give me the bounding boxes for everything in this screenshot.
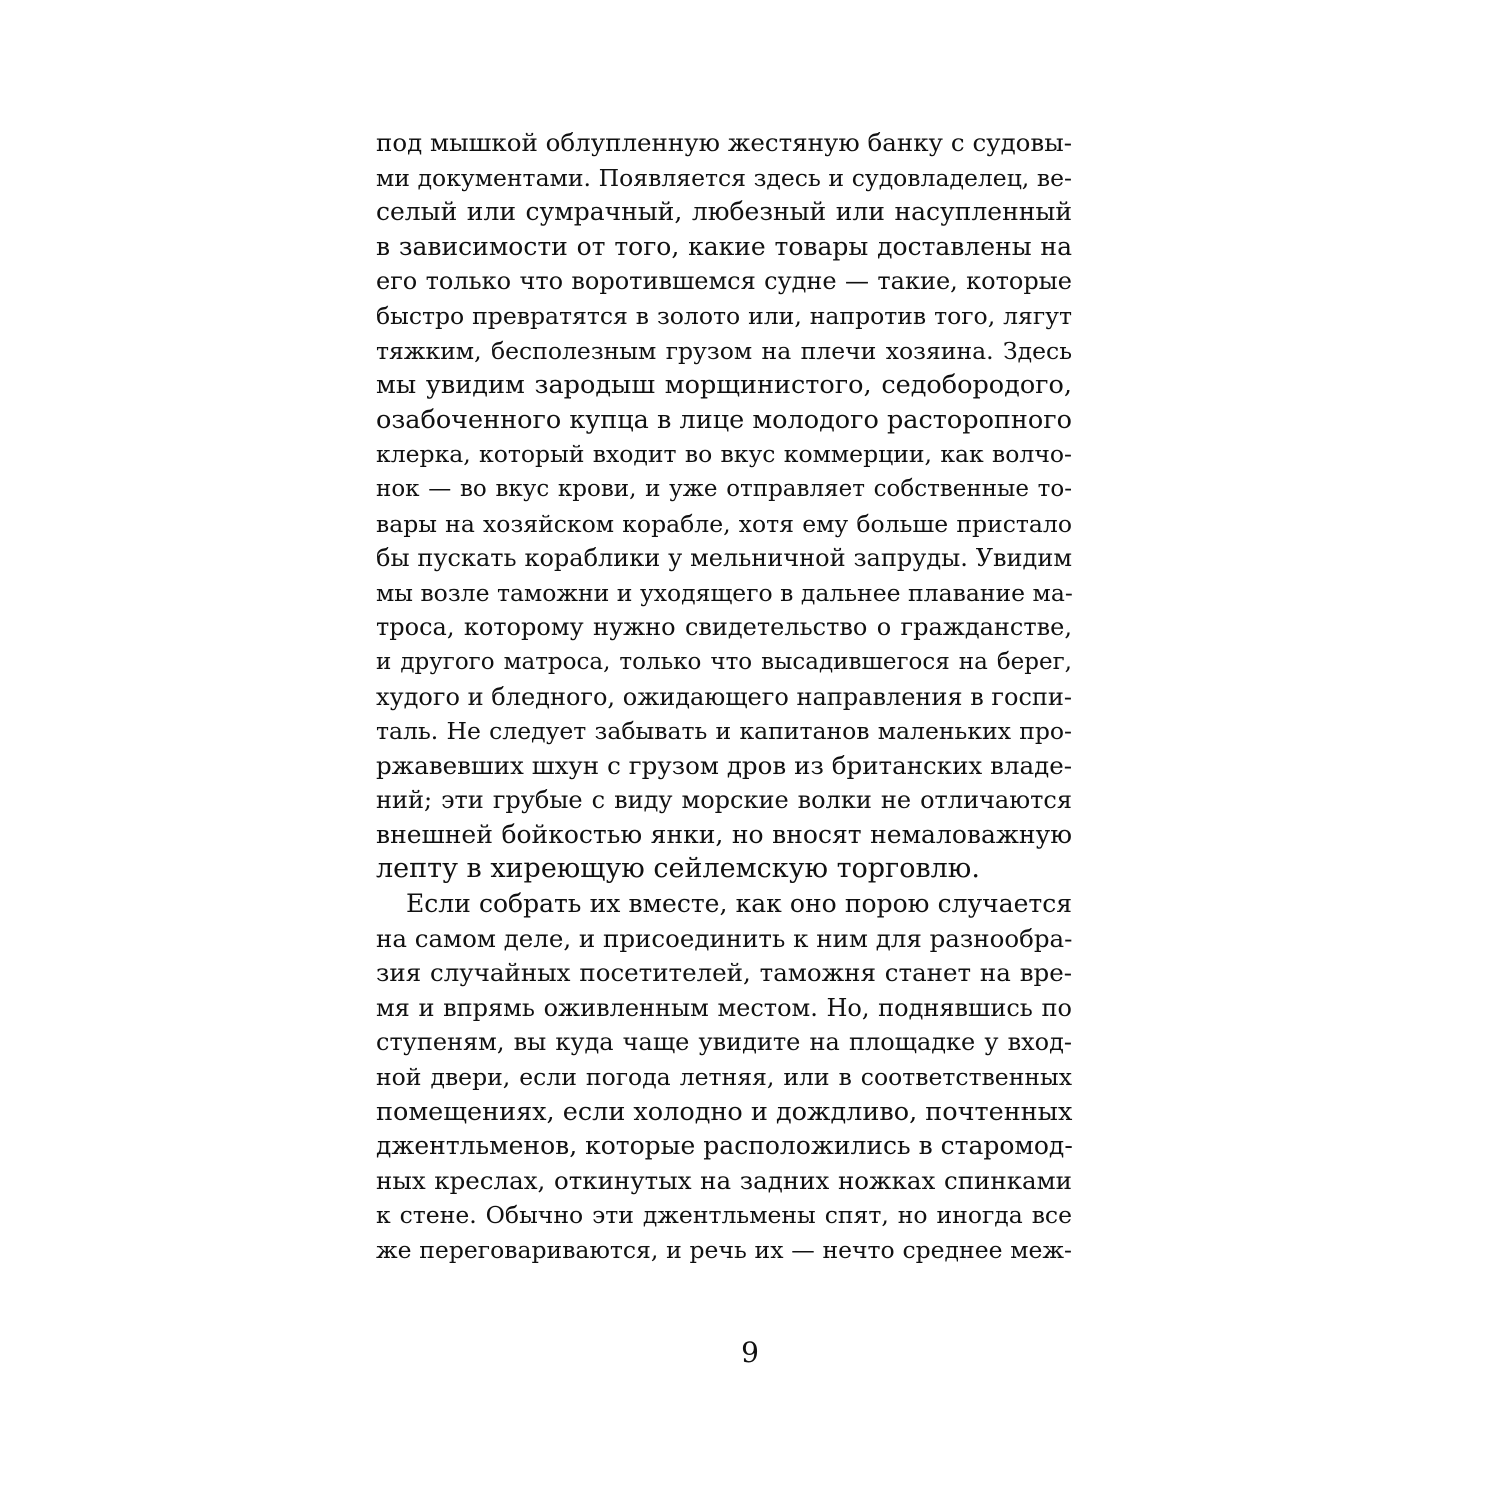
text-line: троса, которому нужно свидетельство о гражданстве,: [376, 613, 1072, 642]
text-line: внешней бойкостью янки, но вносят немаловажную: [376, 819, 1072, 849]
text-line: его только что воротившемся судне — такие, которые: [376, 267, 1072, 296]
text-line: на самом деле, и присоединить к ним для разнообра-: [376, 923, 1073, 953]
text-line: нок — во вкус крови, и уже отправляет собственные то-: [376, 475, 1072, 502]
text-line: ступеням, вы куда чаще увидите на площадке у вход-: [376, 1028, 1072, 1057]
text-line: мы возле таможни и уходящего в дальнее плавание ма-: [376, 578, 1073, 607]
text-line: вары на хозяйском корабле, хотя ему больше пристало: [376, 509, 1072, 538]
text-line: же переговариваются, и речь их — нечто среднее меж-: [376, 1236, 1072, 1264]
text-line: Если собрать их вместе, как оно порою случается: [406, 889, 1072, 919]
text-line: селый или сумрачный, любезный или насупленный: [376, 197, 1072, 227]
text-line: к стене. Обычно эти джентльмены спят, но иногда все: [376, 1201, 1072, 1230]
text-line: зия случайных посетителей, таможня станет на вре-: [376, 958, 1072, 988]
text-line: таль. Не следует забывать и капитанов маленьких про-: [376, 717, 1072, 746]
text-line: в зависимости от того, какие товары доставлены на: [376, 231, 1072, 261]
text-line: ной двери, если погода летняя, или в соответственных: [376, 1063, 1072, 1092]
text-line: озабоченного купца в лице молодого расторопного: [376, 404, 1072, 435]
body-text: [376, 126, 1072, 1268]
text-line: помещениях, если холодно и дождливо, почтенных: [376, 1096, 1073, 1127]
text-line: лепту в хиреющую сейлемскую торговлю.: [376, 853, 980, 885]
text-line: бы пускать кораблики у мельничной запруды. Увидим: [376, 544, 1072, 573]
text-line: клерка, который входит во вкус коммерции, как волчо-: [376, 440, 1072, 469]
text-line: мя и впрямь оживленным местом. Но, поднявшись по: [376, 993, 1072, 1022]
text-line: под мышкой облупленную жестяную банку с судовы-: [376, 128, 1072, 157]
text-line: ных креслах, откинутых на задних ножках спинками: [376, 1165, 1072, 1195]
text-line: и другого матроса, только что высадившегося на берег,: [376, 648, 1072, 675]
text-line: ми документами. Появляется здесь и судовладелец, ве-: [376, 163, 1072, 192]
text-line: тяжким, бесполезным грузом на плечи хозяина. Здесь: [376, 336, 1072, 365]
text-line: мы увидим зародыш морщинистого, седобородого,: [376, 370, 1072, 401]
page-number: 9: [741, 1336, 759, 1369]
text-line: ний; эти грубые с виду морские волки не отличаются: [376, 786, 1072, 815]
text-line: худого и бледного, ожидающего направления в госпи-: [376, 682, 1072, 711]
text-line: джентльменов, которые расположились в старомод-: [376, 1131, 1073, 1161]
text-line: быстро превратятся в золото или, напротив того, лягут: [376, 301, 1072, 330]
text-line: ржавевших шхун с грузом дров из британских владе-: [376, 750, 1072, 780]
